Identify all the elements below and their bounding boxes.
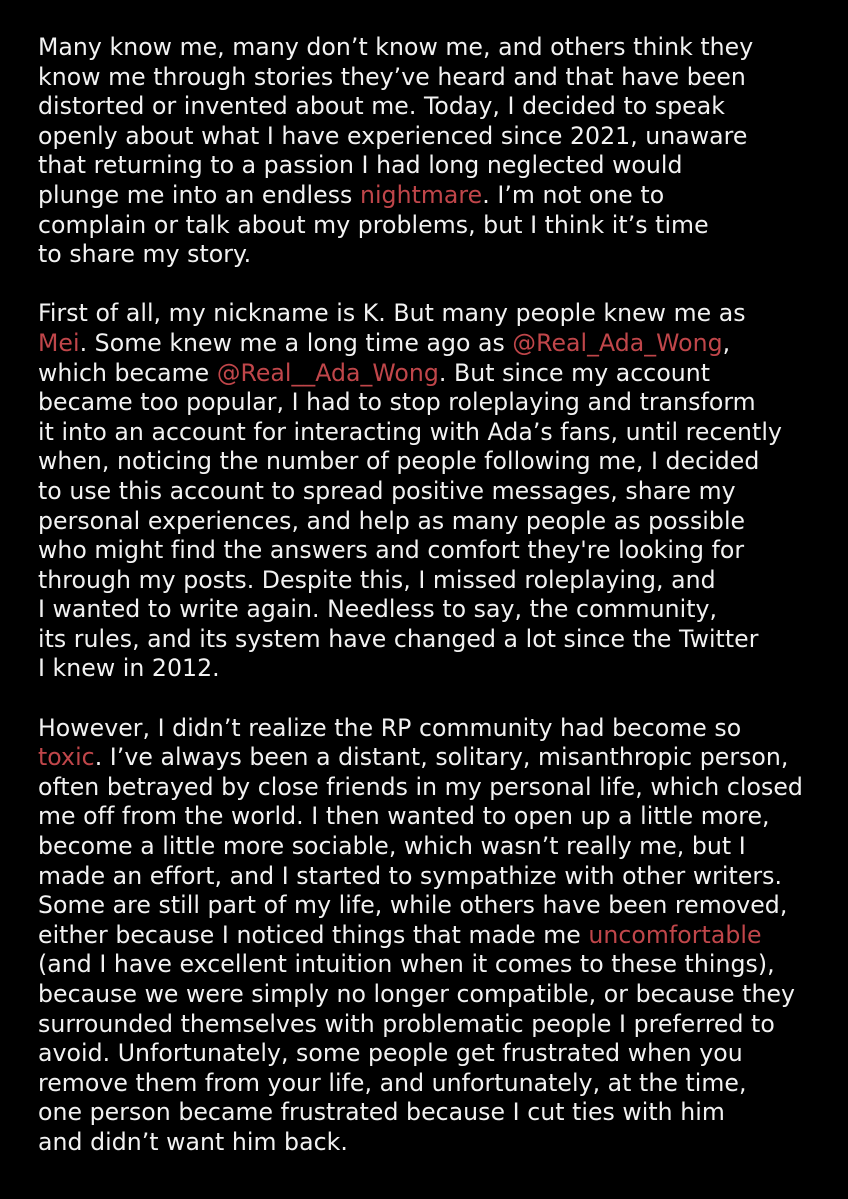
text-line — [38, 536, 838, 566]
text-line — [38, 447, 838, 477]
text-segment: Some are still part of my life, while others have been removed, — [38, 891, 788, 920]
highlighted-text: nightmare — [359, 180, 483, 209]
highlighted-text: @Real__Ada_Wong — [216, 358, 439, 387]
text-segment: its rules, and its system have changed a lot since the Twitter — [38, 624, 759, 653]
text-line — [38, 1098, 838, 1128]
text-segment: it into an account for interacting with Ada’s fans, until recently — [38, 417, 782, 446]
text-line — [38, 1039, 838, 1069]
text-line — [38, 891, 838, 921]
text-segment: avoid. Unfortunately, some people get frustrated when you — [38, 1039, 743, 1068]
text-segment: who might find the answers and comfort they're looking for — [38, 536, 745, 565]
text-segment: surrounded themselves with problematic people I preferred to — [38, 1009, 775, 1038]
highlighted-text: toxic — [38, 743, 95, 772]
text-line — [38, 980, 838, 1010]
text-segment: know me through stories they’ve heard and that have been — [38, 62, 746, 91]
highlighted-text: uncomfortable — [588, 920, 762, 949]
text-segment: . I’m not one to — [482, 180, 665, 209]
text-line — [38, 1010, 838, 1040]
text-segment: openly about what I have experienced since 2021, unaware — [38, 121, 748, 150]
text-line — [38, 862, 838, 892]
highlighted-text: @Real_Ada_Wong — [512, 328, 723, 357]
text-segment: either because I noticed things that made me — [38, 920, 589, 949]
text-segment: However, I didn’t realize the RP community had become so — [38, 713, 742, 742]
text-line — [38, 92, 838, 122]
text-line — [38, 1128, 838, 1158]
text-line — [38, 625, 838, 655]
text-segment: me off from the world. I then wanted to open up a little more, — [38, 802, 770, 831]
text-segment: I wanted to write again. Needless to say, the community, — [38, 595, 718, 624]
paragraph-2 — [38, 299, 838, 684]
text-segment: become a little more sociable, which wasn’t really me, but I — [38, 832, 746, 861]
text-segment: often betrayed by close friends in my personal life, which closed — [38, 772, 803, 801]
text-line — [38, 921, 838, 951]
text-line — [38, 329, 838, 359]
text-segment: plunge me into an endless — [38, 180, 360, 209]
text-line — [38, 507, 838, 537]
text-segment: became too popular, I had to stop roleplaying and transform — [38, 388, 756, 417]
text-segment: which became — [38, 358, 217, 387]
text-line — [38, 240, 838, 270]
text-segment: through my posts. Despite this, I missed roleplaying, and — [38, 565, 716, 594]
text-line — [38, 122, 838, 152]
text-line — [38, 566, 838, 596]
text-line — [38, 714, 838, 744]
text-line — [38, 181, 838, 211]
text-line — [38, 359, 838, 389]
text-segment: . Some knew me a long time ago as — [79, 328, 513, 357]
text-line — [38, 211, 838, 241]
text-line — [38, 33, 838, 63]
text-segment: to share my story. — [38, 240, 252, 269]
document-page — [38, 33, 838, 1158]
text-segment: to use this account to spread positive messages, share my — [38, 476, 736, 505]
text-segment: , — [722, 328, 731, 357]
paragraph-1 — [38, 33, 838, 270]
text-line — [38, 950, 838, 980]
text-line — [38, 595, 838, 625]
text-line — [38, 802, 838, 832]
highlighted-text: Mei — [38, 328, 80, 357]
text-segment: when, noticing the number of people following me, I decided — [38, 447, 760, 476]
text-segment: distorted or invented about me. Today, I decided to speak — [38, 92, 725, 121]
text-segment: that returning to a passion I had long neglected would — [38, 151, 683, 180]
text-segment: personal experiences, and help as many people as possible — [38, 506, 746, 535]
text-segment: and didn’t want him back. — [38, 1127, 348, 1156]
text-line — [38, 1069, 838, 1099]
text-segment: . But since my account — [438, 358, 711, 387]
text-line — [38, 151, 838, 181]
text-segment: I knew in 2012. — [38, 654, 220, 683]
text-segment: . I’ve always been a distant, solitary, misanthropic person, — [94, 743, 789, 772]
text-line — [38, 743, 838, 773]
text-line — [38, 63, 838, 93]
text-segment: one person became frustrated because I cut ties with him — [38, 1098, 725, 1127]
text-line — [38, 773, 838, 803]
text-segment: (and I have excellent intuition when it comes to these things), — [38, 950, 775, 979]
text-segment: complain or talk about my problems, but I think it’s time — [38, 210, 709, 239]
text-line — [38, 477, 838, 507]
text-line — [38, 418, 838, 448]
paragraph-3 — [38, 714, 838, 1158]
text-segment: Many know me, many don’t know me, and others think they — [38, 33, 754, 61]
text-line — [38, 832, 838, 862]
text-segment: remove them from your life, and unfortunately, at the time, — [38, 1068, 747, 1097]
text-segment: made an effort, and I started to sympathize with other writers. — [38, 861, 783, 890]
text-segment: First of all, my nickname is K. But many people knew me as — [38, 299, 746, 328]
text-segment: because we were simply no longer compatible, or because they — [38, 980, 796, 1008]
text-line — [38, 654, 838, 684]
text-line — [38, 388, 838, 418]
text-line — [38, 299, 838, 329]
